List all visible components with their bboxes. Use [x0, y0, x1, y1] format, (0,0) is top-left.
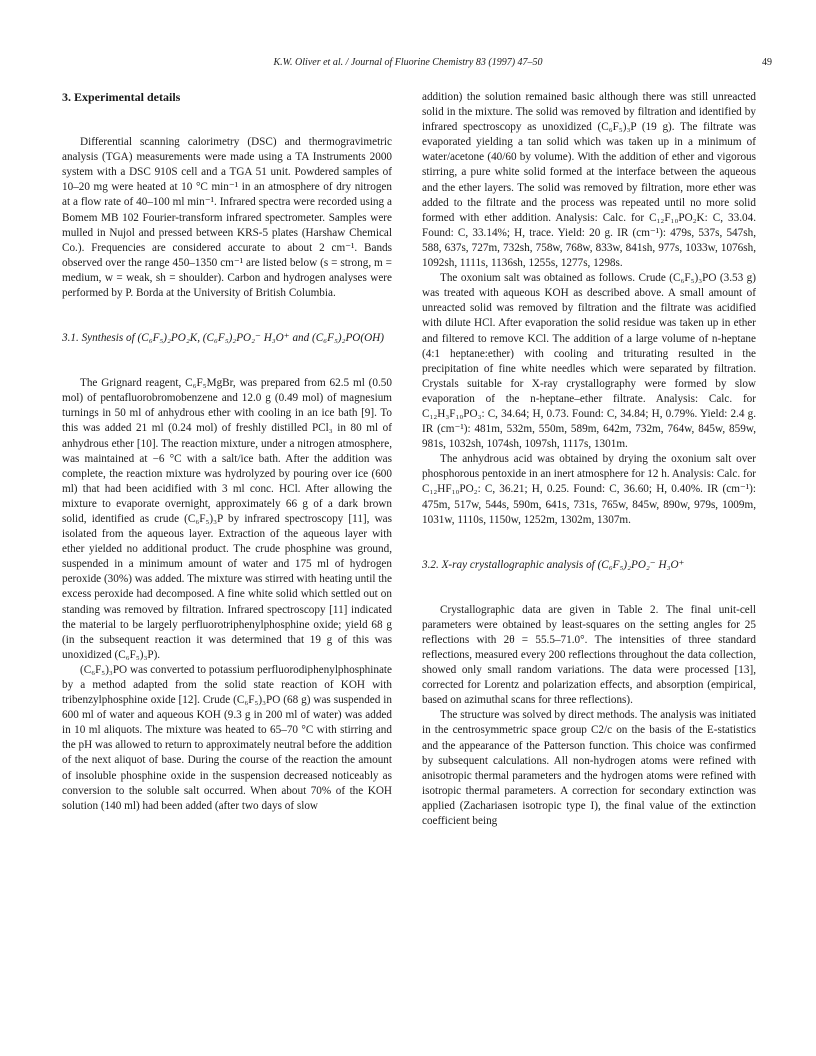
right-column [422, 90, 756, 829]
page-number: 49 [762, 57, 772, 68]
paragraph-dsc-tga: Differential scanning calorimetry (DSC) and thermogravimetric analysis (TGA) measurements were made using a TA Instruments 2000 system with a DSC 910S cell and a TGA 51 unit. Powdered samples of 10–20 mg were heated at 10 °C min⁻¹ in an atmosphere of dry nitrogen at a flow rate of 40–100 ml min⁻¹. Infrared spectra were recorded using a Bomem MB 102 Fourier-transform infrared spectrometer. Samples were mulled in Nujol and pressed between KRS-5 plates (Harshaw Chemical Co.). Frequencies are considered accurate to about 2 cm⁻¹. Bands observed over the range 450–1350 cm⁻¹ are listed below (s = strong, m = medium, w = weak, sh = shoulder). Carbon and hydrogen analyses were performed by P. Borda at the University of British Columbia. [62, 136, 392, 300]
subsection-title-xray: 3.2. X-ray crystallographic analysis of (C₆F₅)₂PO₂⁻ H₃O⁺ [422, 558, 685, 571]
paragraph-c6f5-conversion: (C₆F₅)₃PO was converted to potassium perfluorodiphenylphosphinate by a method adapted from the solid state reaction of KOH with tribenzylphosphine oxide [12]. Crude (C₆F₅)₃PO (68 g) was suspended in 600 ml of water and aqueous KOH (9.3 g in 200 ml of water) was added in 10 ml aliquots. The mixture was heated to 65–70 °C with stirring and the pH was allowed to return to approximately neutral before the addition of the next aliquot of base. During the course of the reaction the amount of insoluble phosphine oxide in the suspension decreased noticeably as conversion to the soluble salt occurred. When about 70% of the KOH solution (140 ml) had been added (after two days of slow [62, 663, 392, 812]
paragraph-oxonium: The oxonium salt was obtained as follows. Crude (C₆F₅)₃PO (3.53 g) was treated with aqueous KOH as described above. A small amount of unreacted solid was removed by filtration and the filtrate was acidified with dilute HCl. After evaporation the solid residue was taken up in ether and filtered to remove KCl. The addition of a large volume of n-heptane (4:1 heptane:ether) with cooling and triturating resulted in the precipitation of fine white needles which were separated by filtration. Crystals suitable for X-ray crystallography were formed by slow evaporation of the n-heptane–ether filtrate. Analysis: Calc. for C₁₂H₃F₁₀PO₃: C, 34.64; H, 0.73. Found: C, 34.84; H, 0.79%. Yield: 2.4 g. IR (cm⁻¹): 481m, 532m, 550m, 589m, 642m, 732m, 764w, 845w, 859w, 981s, 1032sh, 1074sh, 1097sh, 1117s, 1301m. [422, 272, 756, 451]
running-head: K.W. Oliver et al. / Journal of Fluorine Chemistry 83 (1997) 47–50 [273, 57, 543, 68]
paragraph-crystallographic: Crystallographic data are given in Table 2. The final unit-cell parameters were obtained by least-squares on the setting angles for 25 reflections with 2θ = 55.5–71.0°. The intensities of three standard reflections, measured every 200 reflections throughout the data collection, showed only small random variations. The data were processed [13], corrected for Lorentz and polarization effects, and absorption (empirical, based on azimuthal scans for three reflections). [422, 603, 756, 707]
section-title: 3. Experimental details [62, 90, 181, 104]
paragraph-structure: The structure was solved by direct methods. The analysis was initiated in the centrosymmetric space group C2/c on the basis of the E-statistics and the appearance of the Patterson function. This choice was confirmed by subsequent calculations. All non-hydrogen atoms were refined with anisotropic thermal parameters and the hydrogen atoms were refined with isotropic thermal parameters. A correction for secondary extinction was applied (Zachariasen isotropic type I), the final value of the extinction coefficient being [422, 709, 756, 828]
paragraph-anhydrous: The anhydrous acid was obtained by drying the oxonium salt over phosphorous pentoxide in an inert atmosphere for 12 h. Analysis: Calc. for C₁₂HF₁₀PO₂: C, 36.21; H, 0.25. Found: C, 36.60; H, 0.40%. IR (cm⁻¹): 475m, 517w, 544s, 590m, 641s, 731s, 765w, 845w, 890w, 979s, 1009m, 1031w, 1110s, 1150w, 1252m, 1302m, 1307m. [422, 453, 757, 526]
subsection-title-synthesis: 3.1. Synthesis of (C₆F₅)₂PO₂K, (C₆F₅)₂PO₂⁻ H₃O⁺ and (C₆F₅)₂PO(OH) [62, 332, 384, 345]
left-column [62, 90, 392, 814]
paragraph-continued: addition) the solution remained basic although there was still unreacted solid in the mixture. The solid was removed by filtration and identified by infrared spectroscopy as unoxidized (C₆F₅)₃P (19 g). The filtrate was evaporated yielding a tan solid which was taken up in a minimum of water/acetone (40/60 by volume). With the addition of ether and vigorous stirring, a pure white solid formed at the interface between the aqueous and the ether layers. The solid was removed by filtration, more ether was added to the filtrate and the process was repeated until no more solid formed with ether addition. Analysis: Calc. for C₁₂F₁₀PO₂K: C, 33.04. Found: C, 33.14%; H, trace. Yield: 20 g. IR (cm⁻¹): 479s, 537s, 547sh, 588, 637s, 727m, 732sh, 758w, 768w, 833w, 841sh, 977s, 1033w, 1076sh, 1092sh, 1111s, 1136sh, 1255s, 1277s, 1298s. [422, 91, 756, 270]
paragraph-grignard: The Grignard reagent, C₆F₅MgBr, was prepared from 62.5 ml (0.50 mol) of pentafluorobromobenzene and 12.0 g (0.49 mol) of magnesium turnings in 50 ml of anhydrous ether with cooling in an ice bath [9]. To this was added 21 ml (0.24 mol) of freshly distilled PCl₃ in 80 ml of anhydrous ether [10]. The reaction mixture, under a nitrogen atmosphere, was maintained at −6 °C with a salt/ice bath. After the addition was complete, the reaction mixture was hydrolyzed by pouring over ice (600 ml) that had been acidified with 3 ml conc. HCl. After allowing the mixture to evaporate overnight, approximately 66 g of a dark brown solid, identified as crude (C₆F₅)₃P by infrared spectroscopy [11], was isolated from the aqueous layer. Extraction of the aqueous layer with ether yielded no additional product. The crude phosphine was ground, suspended in a minimum amount of water and 175 ml of hydrogen peroxide (30%) was added. The mixture was stirred with heating until the excess peroxide had decomposed. A fine white solid which settled out on standing was removed by filtration. Infrared spectroscopy [11] indicated the material to be largely perfluorotriphenylphosphine oxide; yield 68 g (in the subsequent reaction it was determined that 19 g of this was unoxidized (C₆F₅)₃P). [62, 377, 392, 661]
